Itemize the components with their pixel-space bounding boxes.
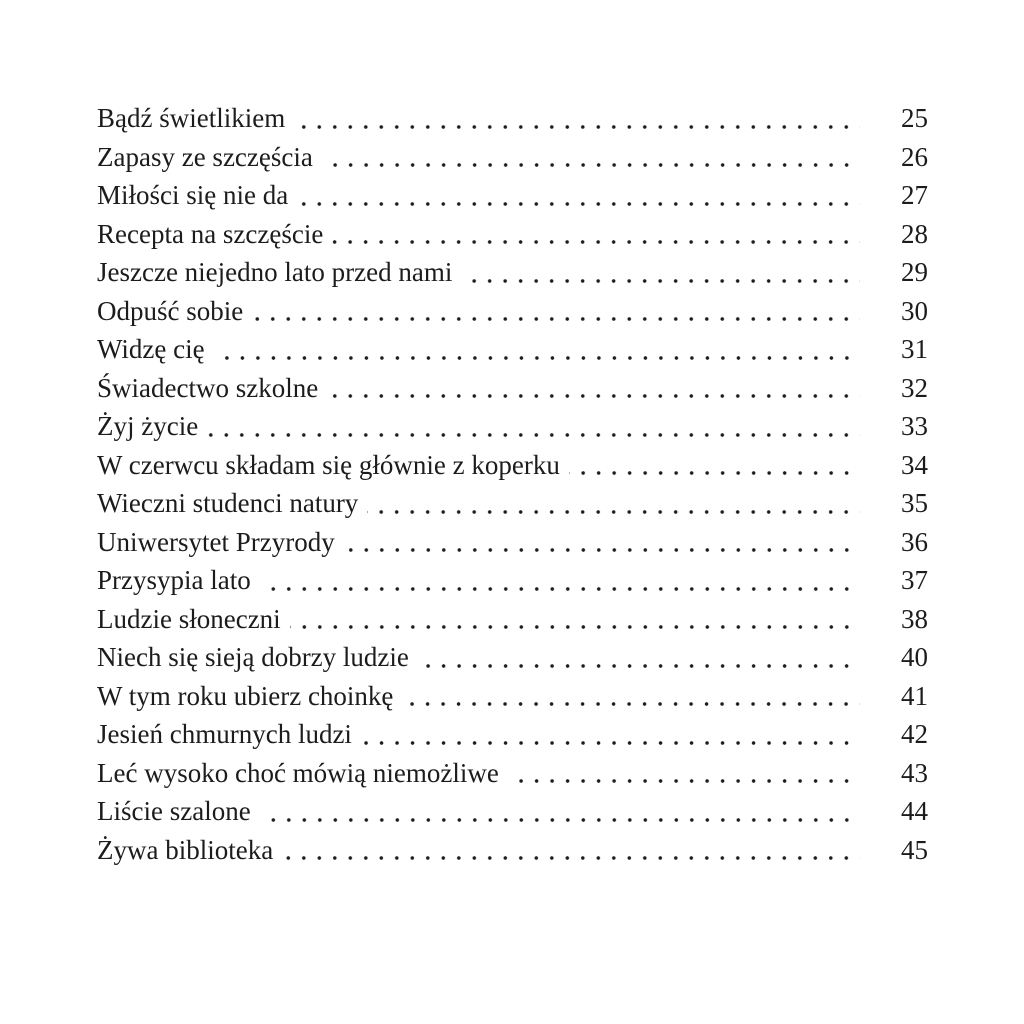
toc-entry — [97, 292, 928, 331]
dot-leader — [461, 253, 860, 292]
dot-leader — [569, 446, 860, 485]
toc-entry-title: W tym roku ubierz choinkę — [97, 680, 394, 711]
toc-entry-title: Recepta na szczęście — [97, 218, 324, 249]
dot-leader — [252, 292, 860, 331]
toc-entry-title: Przysypia lato — [97, 565, 251, 595]
dot-leader — [367, 484, 860, 523]
toc-entry-page: 38 — [901, 603, 928, 634]
toc-entry — [97, 253, 928, 292]
dot-leader — [294, 99, 860, 138]
dot-leader — [260, 792, 860, 831]
dot-leader — [344, 523, 860, 562]
toc-entry-page: 35 — [901, 488, 928, 518]
dot-leader — [214, 330, 860, 369]
dot-leader — [260, 561, 860, 600]
toc-entry — [97, 407, 928, 446]
toc-entry — [97, 215, 928, 254]
dot-leader — [207, 407, 860, 446]
toc-entry-page: 45 — [901, 834, 928, 865]
toc-entry-page: 44 — [901, 796, 928, 826]
dot-leader — [508, 754, 860, 793]
toc-entry — [97, 484, 928, 523]
toc-entry-page: 30 — [901, 295, 928, 326]
toc-entry — [97, 792, 928, 831]
dot-leader — [402, 677, 860, 716]
toc-entry — [97, 523, 928, 562]
dot-leader — [418, 638, 860, 677]
toc-entry-title: Niech się sieją dobrzy ludzie — [97, 642, 409, 672]
toc-entry — [97, 677, 928, 716]
toc-entry-title: Świadectwo szkolne — [97, 372, 319, 403]
toc-entry-title: Uniwersytet Przyrody — [97, 526, 335, 557]
toc-entry — [97, 446, 928, 485]
toc-entry-title: Bądź świetlikiem — [97, 103, 286, 133]
toc-entry-title: Leć wysoko choć mówią niemożliwe — [97, 757, 499, 788]
toc-entry-page: 43 — [901, 757, 928, 788]
toc-entry-page: 29 — [901, 257, 928, 287]
toc-list — [97, 99, 928, 869]
toc-entry-page: 27 — [901, 180, 928, 210]
toc-entry-title: Żyj życie — [97, 411, 199, 441]
toc-entry — [97, 754, 928, 793]
dot-leader — [361, 715, 860, 754]
toc-entry-title: Widzę cię — [97, 334, 205, 364]
toc-entry — [97, 831, 928, 870]
dot-leader — [332, 215, 860, 254]
toc-entry-page: 33 — [901, 411, 928, 441]
toc-entry-page: 40 — [901, 642, 928, 672]
toc-entry-page: 32 — [901, 372, 928, 403]
toc-entry — [97, 369, 928, 408]
dot-leader — [297, 176, 860, 215]
toc-entry-title: Wieczni studenci natury — [97, 488, 359, 518]
toc-entry-page: 31 — [901, 334, 928, 364]
dot-leader — [322, 138, 860, 177]
toc-entry-title: Ludzie słoneczni — [97, 603, 281, 634]
toc-entry — [97, 638, 928, 677]
toc-entry — [97, 715, 928, 754]
toc-entry-page: 26 — [901, 141, 928, 172]
toc-entry — [97, 99, 928, 138]
toc-entry-page: 36 — [901, 526, 928, 557]
dot-leader — [282, 831, 860, 870]
dot-leader — [327, 369, 860, 408]
toc-entry-title: Żywa biblioteka — [97, 834, 274, 865]
dot-leader — [290, 600, 860, 639]
toc-entry-title: Miłości się nie da — [97, 180, 289, 210]
toc-entry — [97, 138, 928, 177]
toc-entry-title: Liście szalone — [97, 796, 251, 826]
toc-entry-page: 42 — [901, 719, 928, 749]
toc-entry-title: Zapasy ze szczęścia — [97, 141, 313, 172]
toc-entry-page: 28 — [901, 218, 928, 249]
toc-entry — [97, 600, 928, 639]
table-of-contents — [97, 99, 928, 869]
toc-entry-title: Odpuść sobie — [97, 295, 244, 326]
toc-entry-title: Jeszcze niejedno lato przed nami — [97, 257, 453, 287]
toc-entry — [97, 561, 928, 600]
toc-entry — [97, 176, 928, 215]
toc-entry-title: W czerwcu składam się głównie z koperku — [97, 449, 560, 480]
toc-entry-title: Jesień chmurnych ludzi — [97, 719, 352, 749]
toc-entry-page: 37 — [901, 565, 928, 595]
toc-entry — [97, 330, 928, 369]
toc-entry-page: 25 — [901, 103, 928, 133]
toc-entry-page: 34 — [901, 449, 928, 480]
toc-entry-page: 41 — [901, 680, 928, 711]
